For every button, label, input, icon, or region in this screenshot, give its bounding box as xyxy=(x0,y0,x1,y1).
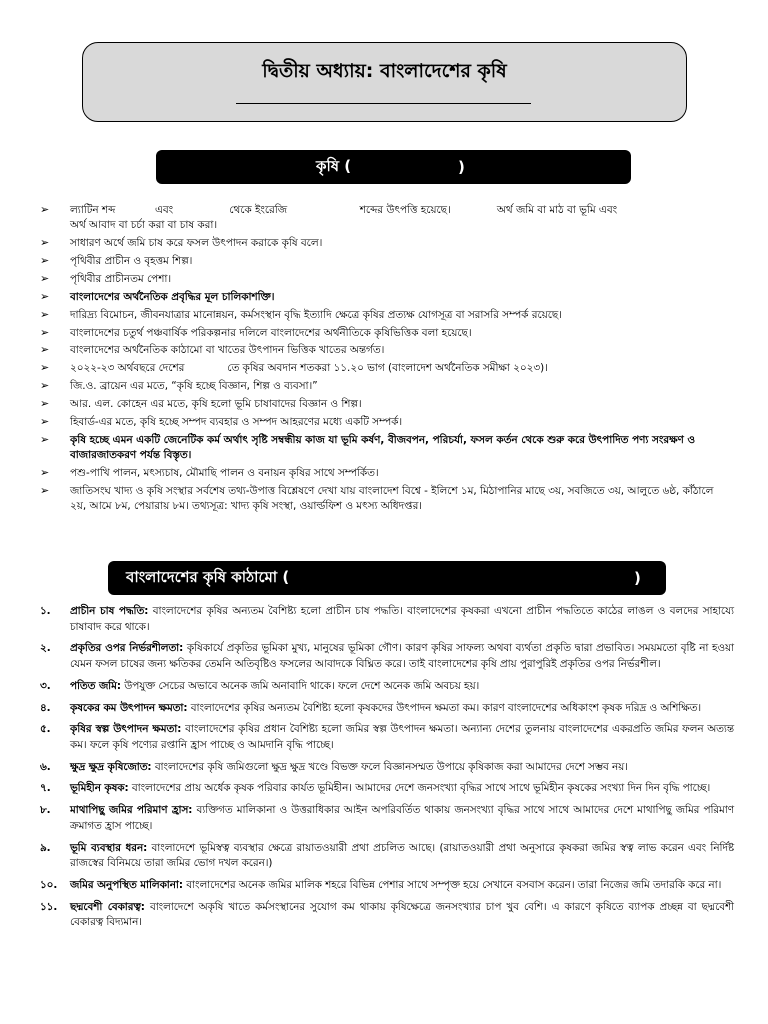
bullet-item xyxy=(40,397,730,412)
item-term: ক্ষুদ্র ক্ষুদ্র কৃষিজোত: xyxy=(70,760,152,773)
numbered-item xyxy=(40,878,734,894)
bullet-text: পৃথিবীর প্রাচীনতম পেশা। xyxy=(70,272,172,285)
numbered-item xyxy=(40,641,734,672)
numbered-item xyxy=(40,841,734,872)
bullet-text: পশু-পাখি পালন, মৎস্যচাষ, মৌমাছি পালন ও বনায়ন কৃষির সাথে সম্পর্কিত। xyxy=(70,466,379,479)
item-term: ছদ্মবেশী বেকারত্ব: xyxy=(70,900,145,913)
bullet-text: বাংলাদেশের চতুর্থ পঞ্চবার্ষিক পরিকল্পনার দলিলে বাংলাদেশের অর্থনীতিকে কৃষিভিত্তিক বলা হয়েছে। xyxy=(70,326,472,339)
item-term: ভূমি ব্যবস্থার ধরন: xyxy=(70,841,148,854)
item-number: ১০. xyxy=(40,879,58,891)
arrow-bullet-icon: ➢ xyxy=(40,343,50,357)
arrow-bullet-icon: ➢ xyxy=(40,361,50,375)
section-heading-structure xyxy=(108,561,666,595)
bullet-item xyxy=(40,272,730,287)
item-term: পতিত জমি: xyxy=(70,679,121,692)
bullet-text: পৃথিবীর প্রাচীন ও বৃহত্তম শিল্প। xyxy=(70,254,193,267)
section-heading-close: ) xyxy=(634,569,641,587)
bullet-text: ২০২২-২৩ অর্থবছরে দেশের তে কৃষির অবদান শতকরা ১১.২০ ভাগ (বাংলাদেশ অর্থনৈতিক সমীক্ষা ২০২৩)। xyxy=(70,362,548,375)
item-number: ৬. xyxy=(40,760,51,773)
numbered-item xyxy=(40,760,734,776)
item-text: বাংলাদেশে অকৃষি খাতে কর্মসংস্থানের সুযোগ কম থাকায় কৃষিক্ষেত্রে জনসংখ্যার চাপ খুব বেশি। এ কারণে কৃষিতে ব্যাপক প্রচ্ছন্ন বা ছদ্মবেশী বেকারত্ব বিদ্যমান। xyxy=(70,900,734,929)
arrow-bullet-icon: ➢ xyxy=(40,271,50,285)
item-number: ৮. xyxy=(40,804,51,817)
item-term: ভূমিহীন কৃষক: xyxy=(70,782,129,795)
section-heading-close: ) xyxy=(458,158,465,176)
bullet-item xyxy=(40,361,730,376)
bullet-text: জি.ও. ব্রায়েন এর মতে, “কৃষি হচ্ছে বিজ্ঞান, শিল্প ও ব্যবসা।” xyxy=(70,380,318,393)
item-term: জমির অনুপস্থিত মালিকানা: xyxy=(70,879,184,891)
bullet-item xyxy=(40,326,730,341)
item-text: বাংলাদেশের কৃষির প্রধান বৈশিষ্ট্য হলো জমির স্বল্প উৎপাদন ক্ষমতা। অন্যান্য দেশের তুলনায় বাংলাদেশের একরপ্রতি জমির ফলন অত্যন্ত কম। ফলে কৃষি পণ্যের রপ্তানি হ্রাস পাচ্ছে ও আমদানি বৃদ্ধি পাচ্ছে। xyxy=(70,723,734,751)
item-text: বাংলাদেশে ভূমিস্বত্ব ব্যবস্থার ক্ষেত্রে রায়াতওয়ারী প্রথা প্রচলিত আছে। (রায়াতওয়ারী প্রথা অনুসারে কৃষকরা জমির স্বত্ব লাভ করেন এবং নির্দিষ্ট রাজস্বের বিনিময়ে তারা জমির ভোগ দখল করেন।) xyxy=(70,841,734,870)
item-term: কৃষকের কম উৎপাদন ক্ষমতা: xyxy=(70,701,188,714)
numbered-item xyxy=(40,900,734,931)
item-number: ৯. xyxy=(40,841,51,854)
arrow-bullet-icon: ➢ xyxy=(40,379,50,393)
agriculture-bullet-list xyxy=(40,203,730,517)
bullet-item xyxy=(40,308,730,323)
item-text: বাংলাদেশের কৃষি জমিগুলো ক্ষুদ্র ক্ষুদ্র খণ্ডে বিভক্ত ফলে বিজ্ঞানসম্মত উপায়ে কৃষিকাজ করা আমাদের দেশে সম্ভব নয়। xyxy=(151,760,628,773)
numbered-item xyxy=(40,679,734,695)
bullet-item xyxy=(40,379,730,394)
item-number: ২. xyxy=(40,642,51,655)
bullet-text: বাংলাদেশের অর্থনৈতিক প্রবৃদ্ধির মূল চালিকাশক্তি। xyxy=(70,290,275,303)
item-term: প্রকৃতির ওপর নির্ভরশীলতা: xyxy=(70,642,184,655)
bullet-item xyxy=(40,254,730,269)
section-heading-agriculture xyxy=(156,150,631,184)
item-text: কৃষিকার্যে প্রকৃতির ভূমিকা মুখ্য, মানুষের ভূমিকা গৌণ। কারণ কৃষির সাফল্য অথবা ব্যর্থতা প্রকৃতি দ্বারা প্রভাবিত। সময়মতো বৃষ্টি না হওয়া যেমন ফসল চাষের জন্য ক্ষতিকর তেমনি অতিবৃষ্টিও ফসলের আবাদকে বিঘ্নিত করে। তাই বাংলাদেশের কৃষি প্রায় পুরাপুরিই প্রকৃতির ওপর নির্ভরশীল। xyxy=(70,642,734,670)
bullet-text: দারিদ্র্য বিমোচন, জীবনযাত্রার মানোন্নয়ন, কর্মসংস্থান বৃদ্ধি ইত্যাদি ক্ষেত্রে কৃষির প্রত্যক্ষ যোগসূত্র বা সরাসরি সম্পর্ক রয়েছে। xyxy=(70,308,562,321)
structure-numbered-list xyxy=(40,604,734,937)
arrow-bullet-icon: ➢ xyxy=(40,465,50,479)
arrow-bullet-icon: ➢ xyxy=(40,307,50,321)
numbered-item xyxy=(40,781,734,797)
item-text: বাংলাদেশের অনেক জমির মালিক শহরে বিভিন্ন পেশার সাথে সম্পৃক্ত হয়ে সেখানে বসবাস করেন। তারা নিজের জমি তদারকি করে না। xyxy=(183,879,722,891)
item-text: বাংলাদেশের কৃষির অন্যতম বৈশিষ্ট্য হলো কৃষকদের উৎপাদন ক্ষমতা কম। কারণ বাংলাদেশের অধিকাংশ কৃষক দরিদ্র ও অশিক্ষিত। xyxy=(187,701,701,714)
item-text: বাংলাদেশের কৃষির অন্যতম বৈশিষ্ট্য হলো প্রাচীন চাষ পদ্ধতি। বাংলাদেশের কৃষকরা এখনো প্রাচীন পদ্ধতিতে কাঠের লাঙল ও বলদের সাহায্যে চাষাবাদ করে থাকে। xyxy=(70,605,734,633)
item-text: বাংলাদেশের প্রায় অর্ধেক কৃষক পরিবার কার্যত ভূমিহীন। আমাদের দেশে জনসংখ্যা বৃদ্ধির সাথে সাথে ভূমিহীন কৃষকের সংখ্যা দিন দিন বৃদ্ধি পাচ্ছে। xyxy=(128,782,711,795)
bullet-text: ল্যাটিন শব্দ এবং থেকে ইংরেজি শব্দের উৎপত্তি হয়েছে। অর্থ জমি বা মাঠ বা ভূমি এবং অর্থ আবাদ বা চর্চা করা বা চাষ করা। xyxy=(70,204,618,231)
bullet-text: বাংলাদেশের অর্থনৈতিক কাঠামো বা খাতের উৎপাদন ভিত্তিক খাতের অন্তর্গত। xyxy=(70,344,385,357)
arrow-bullet-icon: ➢ xyxy=(40,397,50,411)
bullet-item xyxy=(40,415,730,430)
bullet-text: জাতিসংঘ খাদ্য ও কৃষি সংস্থার সর্বশেষ তথ্য-উপাত্ত বিশ্লেষণে দেখা যায় বাংলাদেশ বিশ্বে - ইলিশে ১ম, মিঠাপানির মাছে ৩য়, সবজিতে ৩য়, আলুতে ৬ষ্ঠ, কাঁঠালে ২য়, আমে ৮ম, পেয়ারায় ৮ম। তথ্যসূত্র: খাদ্য কৃষি সংস্থা, ওয়ার্ল্ডফিশ ও মৎস্য অধিদপ্তর। xyxy=(70,484,717,512)
bullet-item xyxy=(40,236,730,251)
bullet-text: সাধারণ অর্থে জমি চাষ করে ফসল উৎপাদন করাকে কৃষি বলে। xyxy=(70,236,323,249)
chapter-title: দ্বিতীয় অধ্যায়: বাংলাদেশের কৃষি xyxy=(262,60,507,82)
bullet-item xyxy=(40,433,730,462)
section-heading-text: বাংলাদেশের কৃষি কাঠামো ( xyxy=(126,567,290,586)
bullet-text: হিবার্ড-এর মতে, কৃষি হচ্ছে সম্পদ ব্যবহার ও সম্পদ আহরণের মধ্যে একটি সম্পর্ক। xyxy=(70,416,403,429)
item-term: মাথাপিছু জমির পরিমাণ হ্রাস: xyxy=(70,804,193,817)
item-term: কৃষির স্বল্প উৎপাদন ক্ষমতা: xyxy=(70,723,182,736)
item-number: ১১. xyxy=(40,900,58,913)
arrow-bullet-icon: ➢ xyxy=(40,253,50,267)
item-number: ৩. xyxy=(40,679,51,692)
arrow-bullet-icon: ➢ xyxy=(40,415,50,429)
arrow-bullet-icon: ➢ xyxy=(40,483,50,497)
bullet-text: কৃষি হচ্ছে এমন একটি জেনেটিক কর্ম অর্থাৎ সৃষ্টি সম্বন্ধীয় কাজ যা ভূমি কর্ষণ, বীজবপন, পরিচর্যা, ফসল কর্তন থেকে শুরু করে উৎপাদিত পণ্য সংরক্ষণ ও বাজারজাতকরণ পর্যন্ত বিস্তৃত। xyxy=(70,434,699,461)
numbered-item xyxy=(40,722,734,753)
item-text: ব্যক্তিগত মালিকানা ও উত্তরাধিকার আইন অপরিবর্তিত থাকায় জনসংখ্যা বৃদ্ধির সাথে সাথে আমাদের দেশে মাথাপিছু জমির পরিমাণ ক্রমাগত হ্রাস পাচ্ছে। xyxy=(70,804,734,832)
title-underline xyxy=(236,103,531,104)
bullet-text: আর. এল. কোহেন এর মতে, কৃষি হলো ভূমি চাষাবাদের বিজ্ঞান ও শিল্প। xyxy=(70,398,362,411)
bullet-item xyxy=(40,484,730,513)
item-text: উপযুক্ত সেচের অভাবে অনেক জমি অনাবাদি থাকে। ফলে দেশে অনেক জমি অবচয় হয়। xyxy=(120,679,480,692)
bullet-item xyxy=(40,290,730,305)
chapter-title-box xyxy=(82,42,687,122)
item-term: প্রাচীন চাষ পদ্ধতি: xyxy=(70,605,149,617)
arrow-bullet-icon: ➢ xyxy=(40,203,50,216)
item-number: ৫. xyxy=(40,723,51,736)
numbered-item xyxy=(40,604,734,635)
numbered-item xyxy=(40,701,734,717)
arrow-bullet-icon: ➢ xyxy=(40,433,50,447)
item-number: ১. xyxy=(40,605,51,617)
item-number: ৭. xyxy=(40,782,51,795)
arrow-bullet-icon: ➢ xyxy=(40,289,50,303)
bullet-item xyxy=(40,343,730,358)
bullet-item xyxy=(40,466,730,481)
arrow-bullet-icon: ➢ xyxy=(40,325,50,339)
item-number: ৪. xyxy=(40,701,51,714)
numbered-item xyxy=(40,803,734,834)
arrow-bullet-icon: ➢ xyxy=(40,235,50,249)
section-heading-text: কৃষি ( xyxy=(316,156,352,175)
bullet-item xyxy=(40,203,730,232)
